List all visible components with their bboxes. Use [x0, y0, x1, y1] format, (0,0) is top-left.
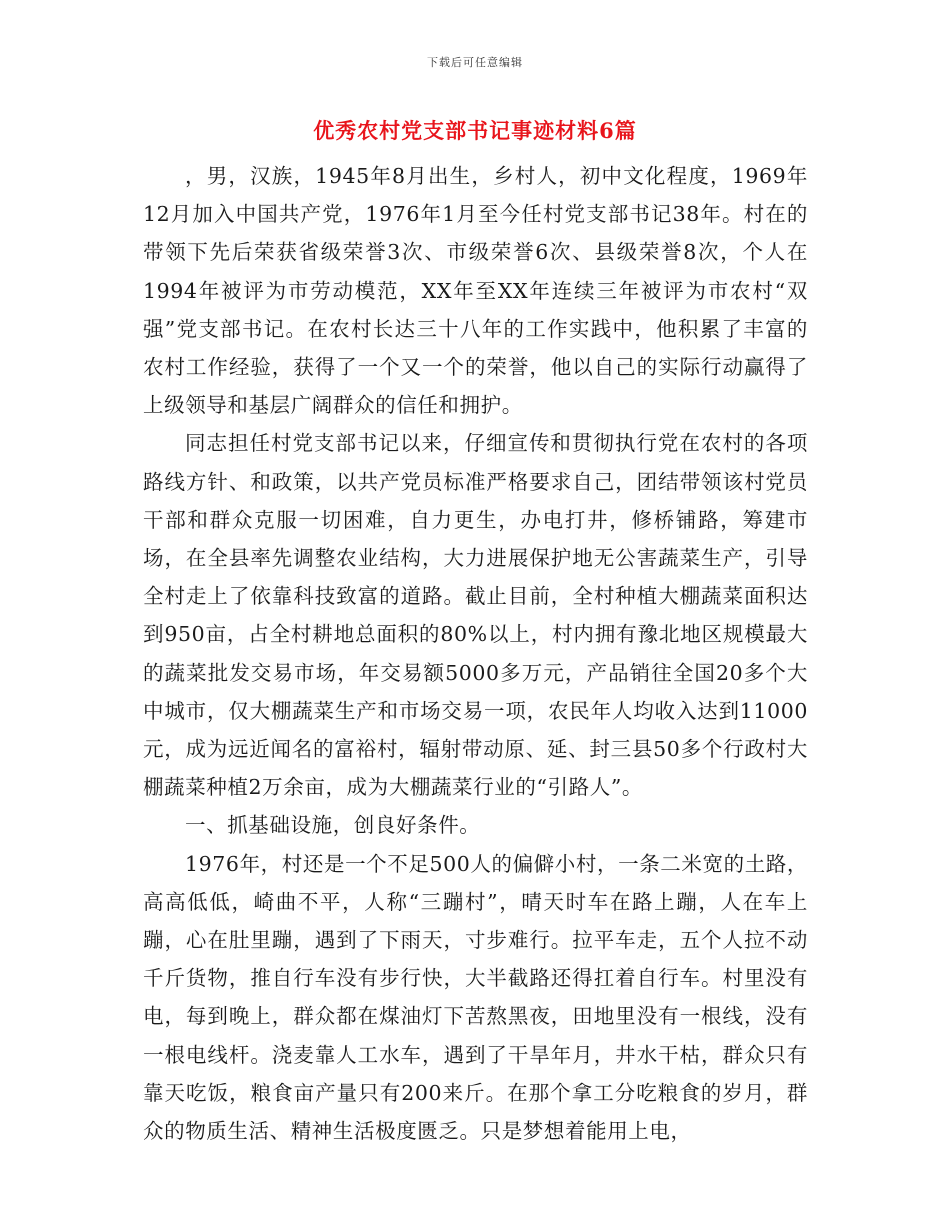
paragraph-achievements: 同志担任村党支部书记以来，仔细宣传和贯彻执行党在农村的各项路线方针、和政策，以共产党员标准严格要求自己，团结带领该村党员干部和群众克服一切困难，自力更生，办电打井，修桥铺路，筹建市场，在全县率先调整农业结构，大力进展保护地无公害蔬菜生产，引导全村走上了依靠科技致富的道路。截止目前，全村种植大棚蔬菜面积达到950亩，占全村耕地总面积的80%以上，村内拥有豫北地区规模最大的蔬菜批发交易市场，年交易额5000多万元，产品销往全国20多个大中城市，仅大棚蔬菜生产和市场交易一项，农民年人均收入达到11000元，成为远近闻名的富裕村，辐射带动原、延、封三县50多个行政村大棚蔬菜种植2万余亩，成为大棚蔬菜行业的“引路人”。 [143, 431, 808, 800]
document-title: 优秀农村党支部书记事迹材料6篇 [313, 118, 637, 143]
section-heading: 一、抓基础设施，创良好条件。 [185, 813, 481, 838]
document-body [143, 157, 808, 1150]
paragraph-history: 1976年，村还是一个不足500人的偏僻小村，一条二米宽的土路，高高低低，崎曲不平，人称“三蹦村”，晴天时车在路上蹦，人在车上蹦，心在肚里蹦，遇到了下雨天，寸步难行。拉平车走，五个人拉不动千斤货物，推自行车没有步行快，大半截路还得扛着自行车。村里没有电，每到晚上，群众都在煤油灯下苦熬黑夜，田地里没有一根线，没有一根电线杆。浇麦靠人工水车，遇到了干旱年月，井水干枯，群众只有靠天吃饭，粮食亩产量只有200来斤。在那个拿工分吃粮食的岁月，群众的物质生活、精神生活极度匮乏。只是梦想着能用上电， [143, 851, 808, 1144]
header-note: 下载后可任意编辑 [427, 56, 523, 69]
paragraph-intro: ，男，汉族，1945年8月出生，乡村人，初中文化程度，1969年12月加入中国共产党，1976年1月至今任村党支部书记38年。村在的带领下先后荣获省级荣誉3次、市级荣誉6次、县级荣誉8次，个人在1994年被评为市劳动模范，XX年至XX年连续三年被评为市农村“双强”党支部书记。在农村长达三十八年的工作实践中，他积累了丰富的农村工作经验，获得了一个又一个的荣誉，他以自己的实际行动赢得了上级领导和基层广阔群众的信任和拥护。 [143, 164, 808, 418]
